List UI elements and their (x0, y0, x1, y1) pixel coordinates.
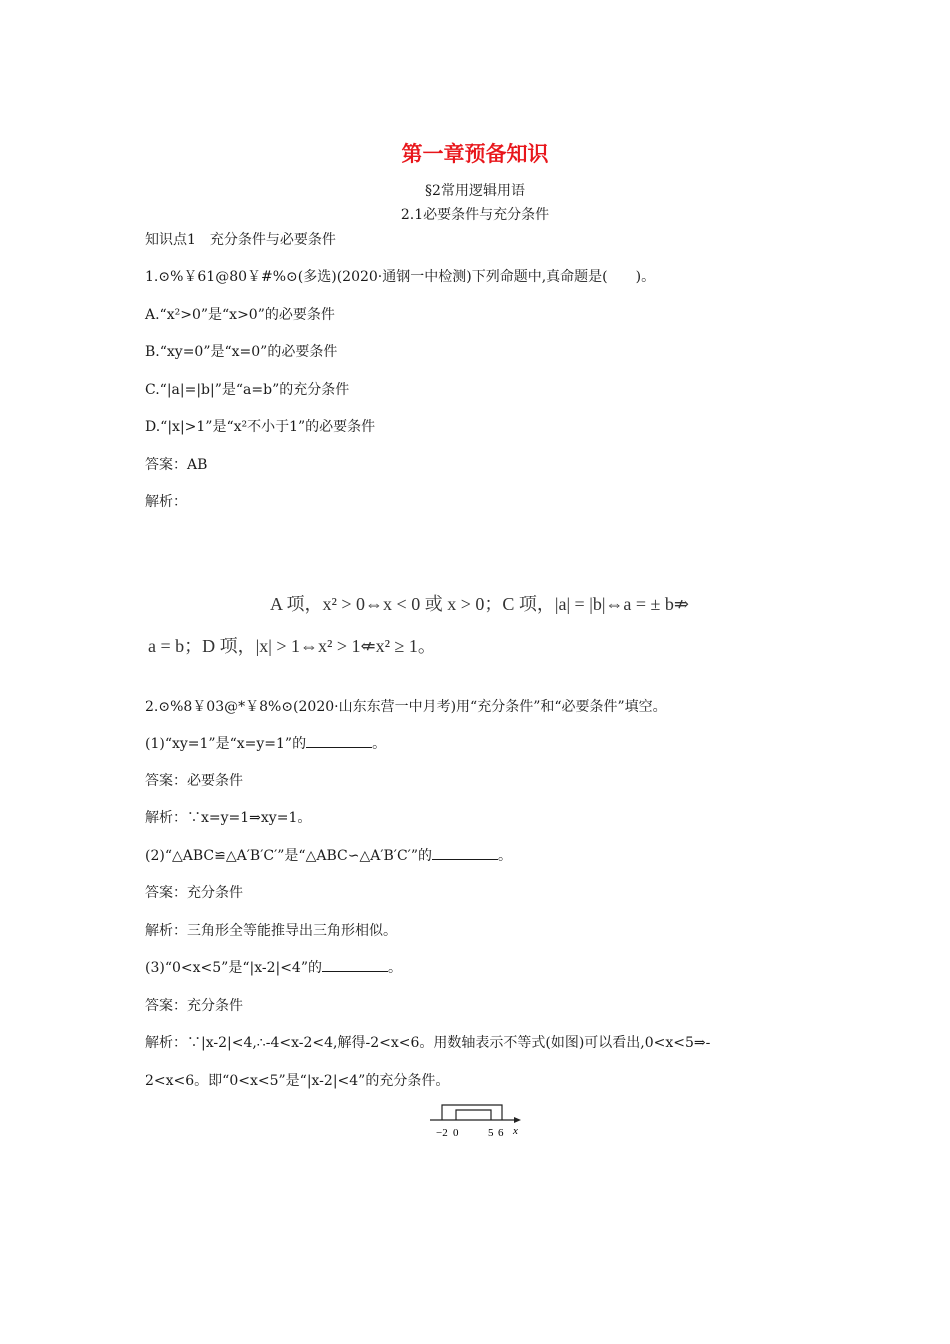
question-1-answer: 答案：AB (145, 457, 208, 473)
question-1-analysis-line-1: A 项，x² > 0⇔x < 0 或 x > 0；C 项，|a| = |b|⇔a = ± b⇏ (270, 594, 690, 614)
question-2-part-1-answer: 答案：必要条件 (145, 773, 243, 789)
question-1-analysis-label: 解析： (145, 494, 187, 510)
question-2-part-3-answer: 答案：充分条件 (145, 998, 243, 1014)
tick-label: 6 (498, 1127, 504, 1139)
axis-label: x (513, 1125, 518, 1137)
question-2-part-1-text: (1)“xy=1”是“x=y=1”的 (145, 736, 307, 752)
question-1-stem: 1.⊙%￥61@80￥#%⊙(多选)(2020·通钢一中检测)下列命题中,真命题是( )。 (145, 269, 656, 285)
question-2-part-3-analysis-line-1: 解析：∵|x-2|<4,∴-4<x-2<4,解得-2<x<6。用数轴表示不等式(如图)可以看出,0<x<5⇒- (145, 1035, 711, 1051)
tick-label: 5 (488, 1127, 494, 1139)
question-2-part-3-analysis-line-2: 2<x<6。即“0<x<5”是“|x-2|<4”的充分条件。 (145, 1073, 450, 1089)
question-1-option-a: A.“x²>0”是“x>0”的必要条件 (145, 307, 335, 323)
tick-label: −2 (436, 1127, 448, 1139)
knowledge-point-heading: 知识点1 充分条件与必要条件 (145, 232, 336, 248)
question-2-part-2-answer: 答案：充分条件 (145, 885, 243, 901)
answer-blank (432, 847, 498, 860)
question-2-stem: 2.⊙%8￥03@*￥8%⊙(2020·山东东营一中月考)用“充分条件”和“必要条件”填空。 (145, 699, 667, 715)
question-1-option-c: C.“|a|=|b|”是“a=b”的充分条件 (145, 382, 350, 398)
question-2-part-2-end: 。 (498, 848, 513, 864)
answer-blank (322, 959, 388, 972)
question-2-part-2 (145, 845, 512, 865)
question-2-part-1-analysis: 解析：∵x=y=1⇒xy=1。 (145, 810, 312, 826)
subsection-title: 2.1必要条件与充分条件 (400, 207, 550, 223)
question-2-part-2-text: (2)“△ABC≌△A′B′C′”是“△ABC∽△A′B′C′”的 (145, 848, 433, 864)
answer-blank (306, 735, 372, 748)
number-line-figure (426, 1102, 526, 1142)
interval-bracket-inner (456, 1110, 491, 1120)
chapter-title: 第一章预备知识 (401, 142, 549, 166)
section-title: §2常用逻辑用语 (425, 183, 525, 199)
question-2-part-1 (145, 733, 386, 753)
question-2-part-2-analysis: 解析：三角形全等能推导出三角形相似。 (145, 923, 397, 939)
question-1-analysis-line-2: a = b；D 项，|x| > 1⇔x² > 1⇍x² ≥ 1。 (148, 636, 436, 656)
question-2-part-3-text: (3)“0<x<5”是“|x-2|<4”的 (145, 960, 322, 976)
axis-arrow-icon (514, 1117, 521, 1123)
question-1-option-b: B.“xy=0”是“x=0”的必要条件 (145, 344, 338, 360)
question-2-part-1-end: 。 (372, 736, 387, 752)
question-1-option-d: D.“|x|>1”是“x²不小于1”的必要条件 (145, 419, 376, 435)
tick-label: 0 (453, 1127, 459, 1139)
interval-bracket-outer (442, 1105, 502, 1120)
question-2-part-3 (145, 957, 402, 977)
question-2-part-3-end: 。 (388, 960, 402, 976)
